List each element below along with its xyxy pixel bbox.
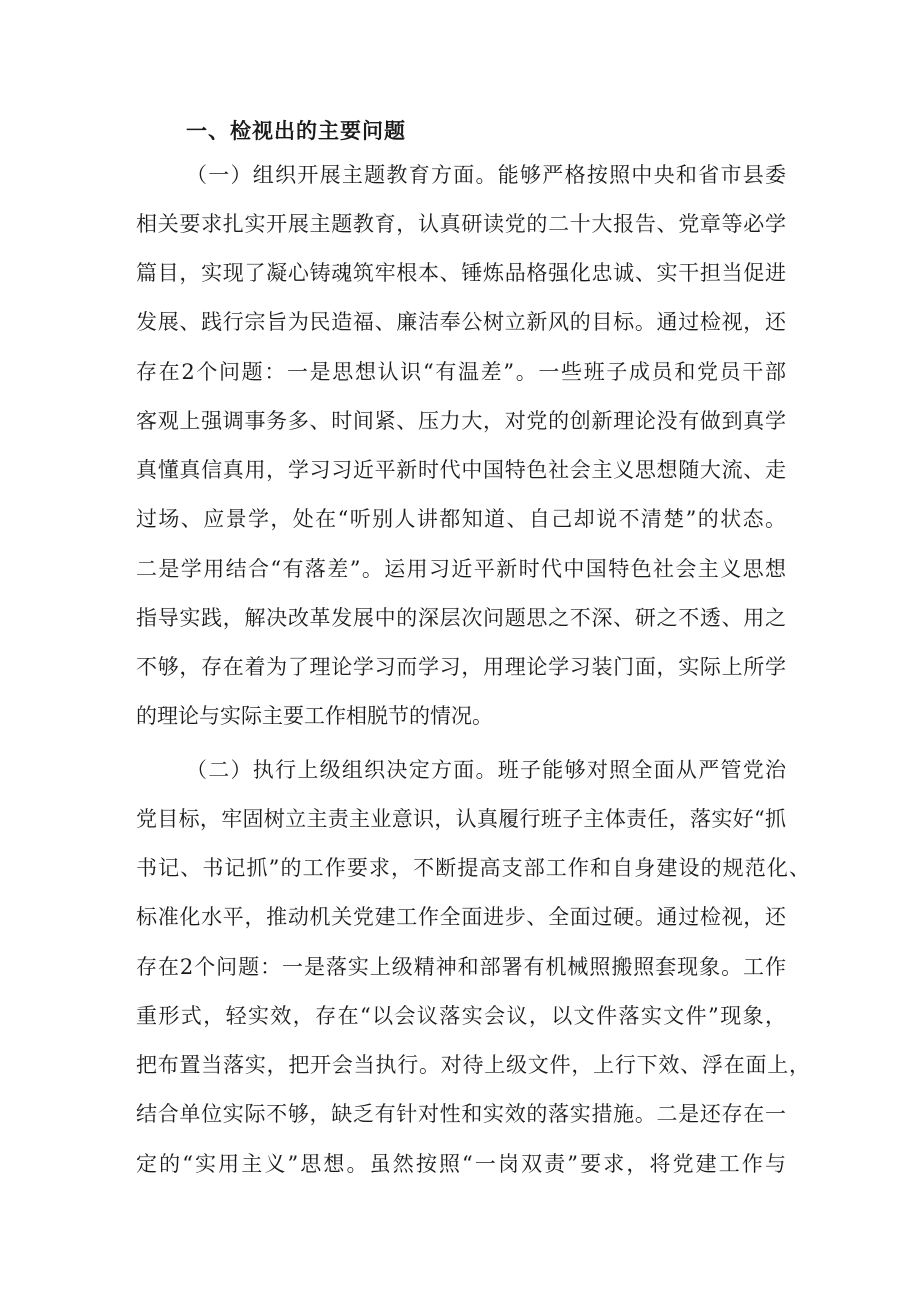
- paragraph-line: 篇目，实现了凝心铸魂筑牢根本、锤炼品格强化忠诚、实干担当促进: [136, 261, 786, 285]
- paragraph-line: 重形式，轻实效，存在“以会议落实会议，以文件落实文件”现象，: [136, 1004, 786, 1028]
- paragraph-line: 相关要求扎实开展主题教育，认真研读党的二十大报告、党章等必学: [136, 212, 786, 236]
- section-heading: 一、检视出的主要问题: [186, 119, 406, 143]
- paragraph-line: 把布置当落实，把开会当执行。对待上级文件，上行下效、浮在面上，: [136, 1053, 810, 1077]
- paragraph-line: 结合单位实际不够，缺乏有针对性和实效的落实措施。二是还存在一: [136, 1102, 786, 1126]
- paragraph-line: 二是学用结合“有落差”。运用习近平新时代中国特色社会主义思想: [136, 557, 786, 581]
- paragraph-line: （二）执行上级组织决定方面。班子能够对照全面从严管党治: [186, 758, 786, 782]
- paragraph-line: 存在2个问题：一是落实上级精神和部署有机械照搬照套现象。工作: [136, 955, 786, 979]
- paragraph-line: 党目标，牢固树立主责主业意识，认真履行班子主体责任，落实好“抓: [136, 807, 786, 831]
- paragraph-line: 存在2个问题：一是思想认识“有温差”。一些班子成员和党员干部: [136, 360, 786, 384]
- paragraph-line: 真懂真信真用，学习习近平新时代中国特色社会主义思想随大流、走: [136, 458, 786, 482]
- paragraph-line: 标准化水平，推动机关党建工作全面进步、全面过硬。通过检视，还: [136, 905, 786, 929]
- paragraph-line: 的理论与实际主要工作相脱节的情况。: [136, 704, 493, 728]
- paragraph-line: 书记、书记抓”的工作要求，不断提高支部工作和自身建设的规范化、: [136, 856, 810, 880]
- paragraph-line: 不够，存在着为了理论学习而学习，用理论学习装门面，实际上所学: [136, 655, 786, 679]
- paragraph-line: 过场、应景学，处在“听别人讲都知道、自己却说不清楚”的状态。: [136, 507, 786, 531]
- paragraph-line: 定的“实用主义”思想。虽然按照“一岗双责”要求，将党建工作与: [136, 1152, 786, 1176]
- paragraph-line: 指导实践，解决改革发展中的深层次问题思之不深、研之不透、用之: [136, 606, 786, 630]
- paragraph-line: （一）组织开展主题教育方面。能够严格按照中央和省市县委: [186, 163, 786, 187]
- paragraph-line: 发展、践行宗旨为民造福、廉洁奉公树立新风的目标。通过检视，还: [136, 310, 786, 334]
- paragraph-line: 客观上强调事务多、时间紧、压力大，对党的创新理论没有做到真学: [136, 409, 786, 433]
